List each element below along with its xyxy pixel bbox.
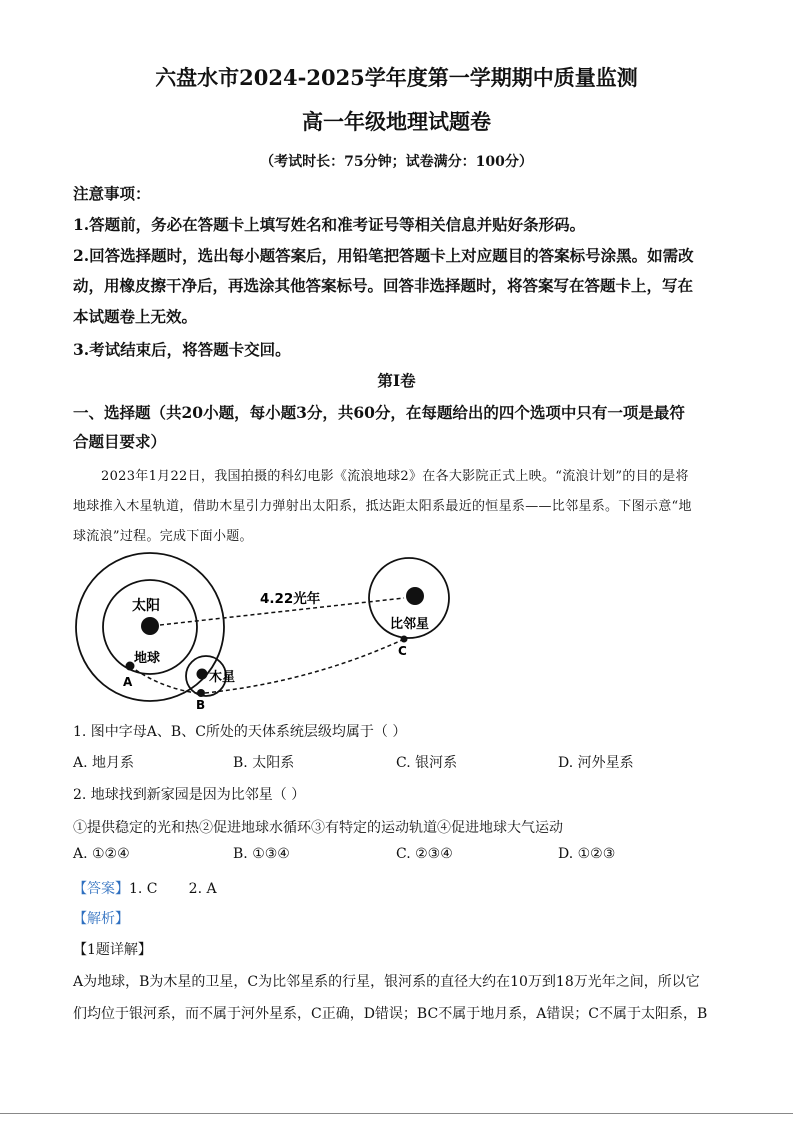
volume-heading: 第I卷 xyxy=(377,371,416,390)
section-heading-line-1: 一、选择题（共20小题，每小题3分，共60分，在每题给出的四个选项中只有一项是最符 xyxy=(73,403,685,422)
passage-line-1: 2023年1月22日，我国拍摄的科幻电影《流浪地球2》在各大影院正式上映。“流浪计划”的目的是将 xyxy=(101,469,689,484)
question-1-stem: 1. 图中字母A、B、C所处的天体系统层级均属于（ ） xyxy=(73,724,407,740)
wandering-earth-diagram xyxy=(70,550,460,715)
question-2-option-c: C. ②③④ xyxy=(396,846,453,862)
answer-tag: 【答案】 xyxy=(73,881,129,897)
exam-info: （考试时长：75分钟；试卷满分：100分） xyxy=(260,154,533,170)
sun-label: 太阳 xyxy=(132,598,160,614)
analysis-line-1: A为地球，B为木星的卫星，C为比邻星系的行星，银河系的直径大约在10万到18万光年之间，所以它 xyxy=(73,974,700,990)
point-b-label: B xyxy=(196,698,206,712)
jupiter-icon xyxy=(197,669,208,680)
proxima-label: 比邻星 xyxy=(390,617,430,632)
notice-item-3: 3.考试结束后，将答题卡交回。 xyxy=(73,340,291,359)
point-c-marker xyxy=(401,636,408,643)
question-2-statement: ①提供稳定的光和热②促进地球水循环③有特定的运动轨道④促进地球大气运动 xyxy=(73,820,563,836)
exam-title: 六盘水市2024-2025学年度第一学期期中质量监测 xyxy=(155,65,638,90)
notice-heading: 注意事项： xyxy=(73,184,151,203)
question-2-option-b: B. ①③④ xyxy=(233,846,290,862)
question-1-option-c: C. 银河系 xyxy=(396,755,458,771)
point-a-label: A xyxy=(123,675,133,689)
notice-item-2-line-1: 2.回答选择题时，选出每小题答案后，用铅笔把答题卡上对应题目的答案标号涂黑。如需改 xyxy=(73,246,694,265)
notice-item-2-line-3: 本试题卷上无效。 xyxy=(73,307,198,326)
jupiter-label: 木星 xyxy=(209,670,236,685)
passage-line-3: 球流浪”过程。完成下面小题。 xyxy=(73,529,253,544)
notice-item-1: 1.答题前，务必在答题卡上填写姓名和准考证号等相关信息并贴好条形码。 xyxy=(73,215,586,234)
exam-subtitle: 高一年级地理试题卷 xyxy=(302,109,491,134)
question-1-option-b: B. 太阳系 xyxy=(233,755,295,771)
trajectory-jupiter-to-proxima xyxy=(205,640,402,693)
proxima-star-icon xyxy=(406,587,424,605)
question-2-option-a: A. ①②④ xyxy=(73,846,130,862)
question-2-option-d: D. ①②③ xyxy=(558,846,616,862)
question-1-option-a: A. 地月系 xyxy=(73,755,135,771)
section-heading-line-2: 合题目要求） xyxy=(73,432,167,451)
earth-label: 地球 xyxy=(134,651,161,666)
distance-label: 4.22光年 xyxy=(260,591,321,607)
point-b-marker xyxy=(197,689,205,697)
notice-item-2-line-2: 动，用橡皮擦干净后，再选涂其他答案标号。回答非选择题时，将答案写在答题卡上，写在 xyxy=(73,276,694,295)
analysis-tag: 【解析】 xyxy=(73,911,129,927)
analysis-detail-heading: 【1题详解】 xyxy=(73,942,152,958)
question-2-stem: 2. 地球找到新家园是因为比邻星（ ） xyxy=(73,787,306,803)
answer-row xyxy=(73,878,217,898)
question-1-option-d: D. 河外星系 xyxy=(558,755,634,771)
point-c-label: C xyxy=(398,644,407,658)
sun-icon xyxy=(141,617,159,635)
analysis-line-2: 们均位于银河系，而不属于河外星系，C正确，D错误；BC不属于地月系，A错误；C不属于太阳系，B xyxy=(73,1006,708,1022)
passage-line-2: 地球推入木星轨道，借助木星引力弹射出太阳系，抵达距太阳系最近的恒星系——比邻星系。下图示意“地 xyxy=(73,499,692,514)
answer-text: 1. C 2. A xyxy=(129,881,217,897)
page-bottom-divider xyxy=(0,1113,793,1114)
